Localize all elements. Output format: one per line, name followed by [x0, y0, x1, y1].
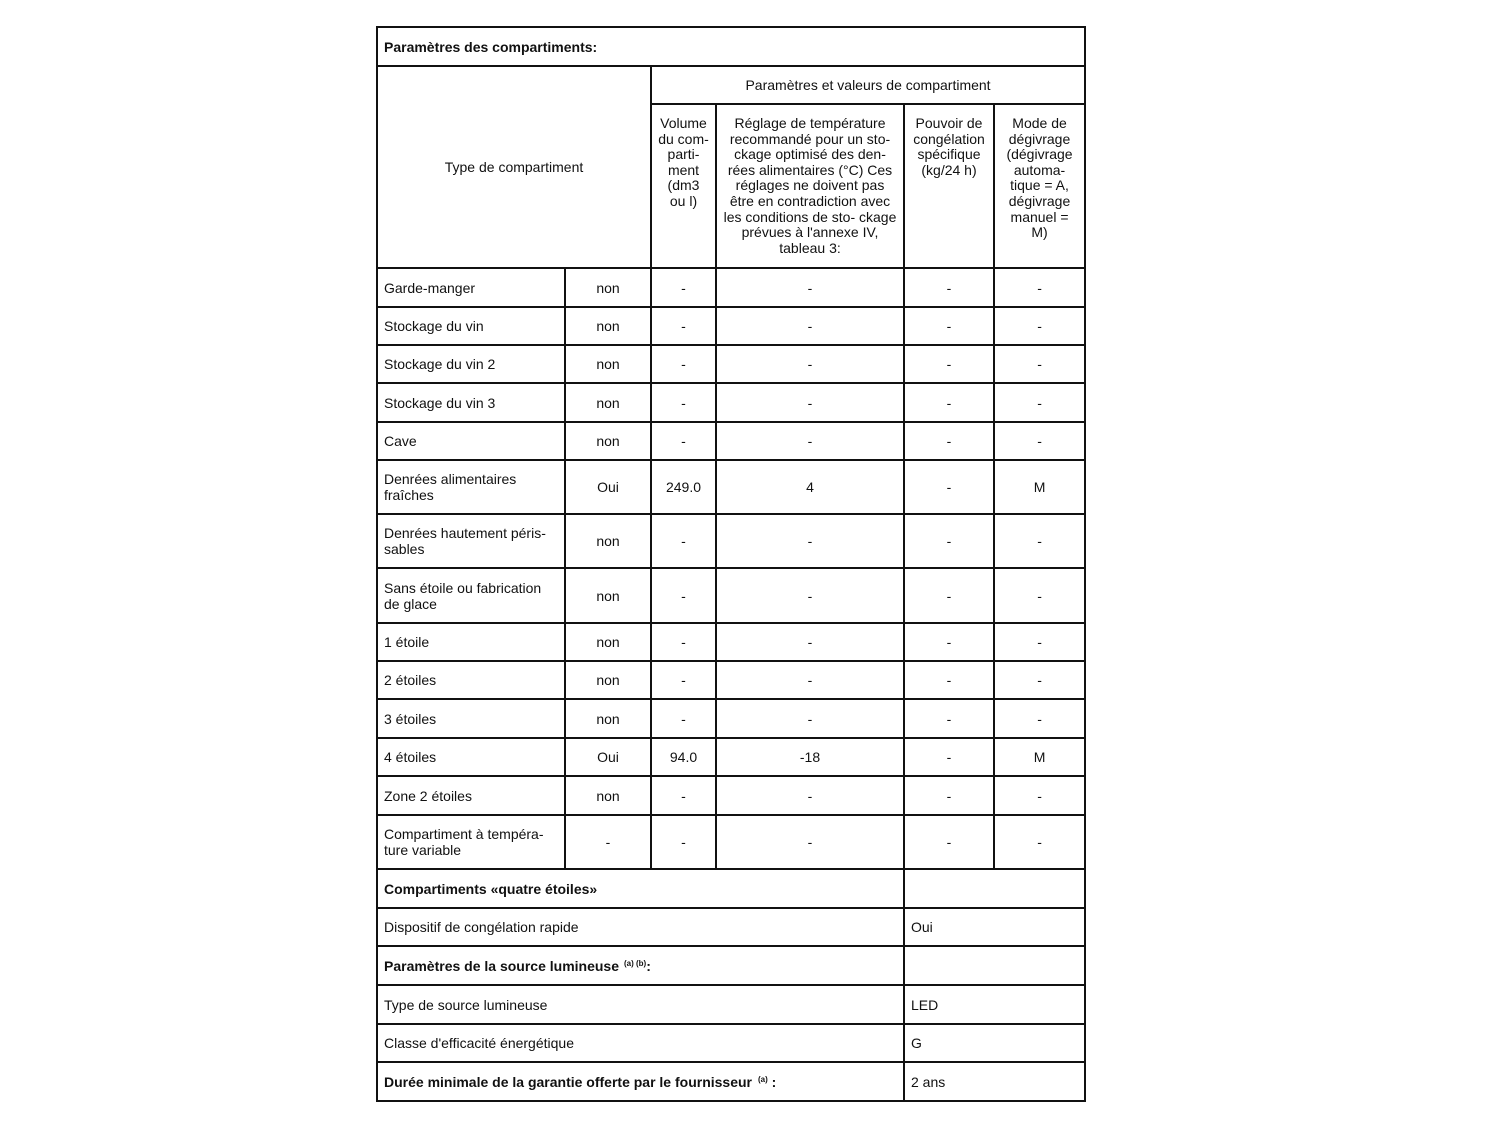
presence-cell: non — [565, 383, 651, 422]
energy-class-row-value: G — [904, 1024, 1085, 1062]
light-source-row-label-text: Paramètres de la source lumineuse — [384, 957, 619, 974]
freezing-capacity-cell: - — [904, 623, 994, 661]
defrost-mode-cell: - — [994, 815, 1085, 869]
defrost-mode-cell: - — [994, 422, 1085, 460]
presence-cell: non — [565, 699, 651, 738]
table-row — [377, 514, 1085, 568]
four-star-row-value — [904, 869, 1085, 908]
warranty-label — [377, 1062, 904, 1101]
light-type-row-value: LED — [904, 985, 1085, 1024]
defrost-mode-cell: - — [994, 661, 1085, 699]
defrost-mode-cell: - — [994, 699, 1085, 738]
freezing-capacity-cell: - — [904, 661, 994, 699]
temperature-cell: - — [716, 623, 904, 661]
light-source-row — [377, 946, 1085, 985]
rapid-freeze-row — [377, 908, 1085, 946]
freezing-capacity-cell: - — [904, 815, 994, 869]
warranty-row — [377, 1062, 1085, 1101]
defrost-mode-cell: - — [994, 383, 1085, 422]
volume-header: Volume du com- parti- ment (dm3 ou l) — [651, 104, 716, 268]
temperature-cell: 4 — [716, 460, 904, 514]
defrost-mode-cell: - — [994, 307, 1085, 345]
compartment-parameters-table — [376, 26, 1086, 1102]
compartment-name-cell: Cave — [377, 422, 565, 460]
compartment-name-cell: Stockage du vin 2 — [377, 345, 565, 383]
parameters-group-header: Paramètres et valeurs de compartiment — [651, 66, 1085, 104]
four-star-row-label-text: Compartiments «quatre étoiles» — [384, 880, 598, 897]
table-row — [377, 661, 1085, 699]
freezing-capacity-cell: - — [904, 307, 994, 345]
temperature-cell: - — [716, 268, 904, 307]
warranty-label-text: Durée minimale de la garantie offerte par le fournisseur — [384, 1073, 752, 1090]
temperature-cell: -18 — [716, 738, 904, 776]
presence-cell: non — [565, 422, 651, 460]
freezing-capacity-cell: - — [904, 345, 994, 383]
volume-cell: - — [651, 383, 716, 422]
defrost-mode-cell: - — [994, 268, 1085, 307]
temperature-header: Réglage de température recommandé pour un sto- ckage optimisé des den- rées alimentaires (°C) Ces réglages ne doivent pas être en contradiction avec les conditions de sto- ckage prévues à l'annexe IV, tableau 3: — [716, 104, 904, 268]
volume-cell: - — [651, 422, 716, 460]
temperature-cell: - — [716, 422, 904, 460]
compartment-name-cell: Denrées alimentaires fraîches — [377, 460, 565, 514]
rapid-freeze-row-label — [377, 908, 904, 946]
freezing-capacity-cell: - — [904, 776, 994, 815]
light-type-row — [377, 985, 1085, 1024]
temperature-cell: - — [716, 568, 904, 623]
four-star-row — [377, 869, 1085, 908]
volume-cell: 249.0 — [651, 460, 716, 514]
rapid-freeze-row-value: Oui — [904, 908, 1085, 946]
compartment-name-cell: 2 étoiles — [377, 661, 565, 699]
presence-cell: Oui — [565, 738, 651, 776]
light-source-row-value — [904, 946, 1085, 985]
compartment-name-cell: Sans étoile ou fabrication de glace — [377, 568, 565, 623]
compartment-name-cell: Garde-manger — [377, 268, 565, 307]
presence-cell: non — [565, 568, 651, 623]
light-suffix: : — [646, 957, 651, 974]
light-source-row-label — [377, 946, 904, 985]
freezing-capacity-cell: - — [904, 699, 994, 738]
energy-class-row-label-text: Classe d'efficacité énergétique — [384, 1035, 574, 1051]
light-type-row-label-text: Type de source lumineuse — [384, 996, 548, 1013]
header-group-row — [377, 66, 1085, 104]
temperature-cell: - — [716, 345, 904, 383]
freezing-capacity-header: Pouvoir de congélation spécifique (kg/24 h) — [904, 104, 994, 268]
table-row — [377, 345, 1085, 383]
presence-cell: - — [565, 815, 651, 869]
defrost-mode-cell: - — [994, 776, 1085, 815]
presence-cell: Oui — [565, 460, 651, 514]
warranty-footnote-mark: (a) — [758, 1074, 768, 1084]
temperature-cell: - — [716, 699, 904, 738]
compartment-name-cell: Stockage du vin 3 — [377, 383, 565, 422]
presence-cell: non — [565, 661, 651, 699]
volume-cell: - — [651, 623, 716, 661]
table-row — [377, 738, 1085, 776]
presence-cell: non — [565, 623, 651, 661]
volume-cell: - — [651, 514, 716, 568]
energy-class-row — [377, 1024, 1085, 1062]
freezing-capacity-cell: - — [904, 268, 994, 307]
presence-cell: non — [565, 268, 651, 307]
freezing-capacity-cell: - — [904, 568, 994, 623]
volume-cell: - — [651, 661, 716, 699]
compartment-name-cell: Stockage du vin — [377, 307, 565, 345]
defrost-mode-cell: - — [994, 514, 1085, 568]
defrost-mode-cell: M — [994, 460, 1085, 514]
table-row — [377, 460, 1085, 514]
defrost-mode-cell: - — [994, 568, 1085, 623]
four-star-row-label — [377, 869, 904, 908]
compartment-name-cell: Zone 2 étoiles — [377, 776, 565, 815]
temperature-cell: - — [716, 815, 904, 869]
temperature-cell: - — [716, 514, 904, 568]
table-title: Paramètres des compartiments: — [377, 27, 1085, 66]
presence-cell: non — [565, 776, 651, 815]
rapid-freeze-row-label-text: Dispositif de congélation rapide — [384, 919, 579, 935]
freezing-capacity-cell: - — [904, 383, 994, 422]
presence-cell: non — [565, 345, 651, 383]
volume-cell: - — [651, 268, 716, 307]
light-type-row-label — [377, 985, 904, 1024]
defrost-mode-cell: M — [994, 738, 1085, 776]
presence-cell: non — [565, 307, 651, 345]
table-row — [377, 623, 1085, 661]
table-row — [377, 699, 1085, 738]
compartment-name-cell: Denrées hautement péris- sables — [377, 514, 565, 568]
freezing-capacity-cell: - — [904, 422, 994, 460]
title-row — [377, 27, 1085, 66]
defrost-mode-cell: - — [994, 345, 1085, 383]
volume-cell: - — [651, 815, 716, 869]
warranty-value: 2 ans — [904, 1062, 1085, 1101]
table-body — [377, 27, 1085, 1101]
volume-cell: - — [651, 307, 716, 345]
temperature-cell: - — [716, 776, 904, 815]
table-row — [377, 383, 1085, 422]
compartment-name-cell: 3 étoiles — [377, 699, 565, 738]
freezing-capacity-cell: - — [904, 460, 994, 514]
table-row — [377, 815, 1085, 869]
volume-cell: - — [651, 776, 716, 815]
volume-cell: - — [651, 568, 716, 623]
defrost-mode-cell: - — [994, 623, 1085, 661]
temperature-cell: - — [716, 307, 904, 345]
table-row — [377, 268, 1085, 307]
compartment-type-header: Type de compartiment — [377, 66, 651, 268]
table-row — [377, 307, 1085, 345]
table-row — [377, 776, 1085, 815]
table-row — [377, 568, 1085, 623]
temperature-cell: - — [716, 383, 904, 422]
warranty-suffix: : — [767, 1073, 777, 1090]
freezing-capacity-cell: - — [904, 738, 994, 776]
light-footnote-marks: (a) (b) — [624, 958, 647, 968]
compartment-name-cell: 4 étoiles — [377, 738, 565, 776]
defrost-mode-header: Mode de dégivrage (dégivrage automa- tique = A, dégivrage manuel = M) — [994, 104, 1085, 268]
freezing-capacity-cell: - — [904, 514, 994, 568]
compartment-name-cell: 1 étoile — [377, 623, 565, 661]
volume-cell: - — [651, 345, 716, 383]
energy-class-row-label — [377, 1024, 904, 1062]
temperature-cell: - — [716, 661, 904, 699]
compartment-name-cell: Compartiment à tempéra- ture variable — [377, 815, 565, 869]
volume-cell: 94.0 — [651, 738, 716, 776]
table-row — [377, 422, 1085, 460]
volume-cell: - — [651, 699, 716, 738]
presence-cell: non — [565, 514, 651, 568]
